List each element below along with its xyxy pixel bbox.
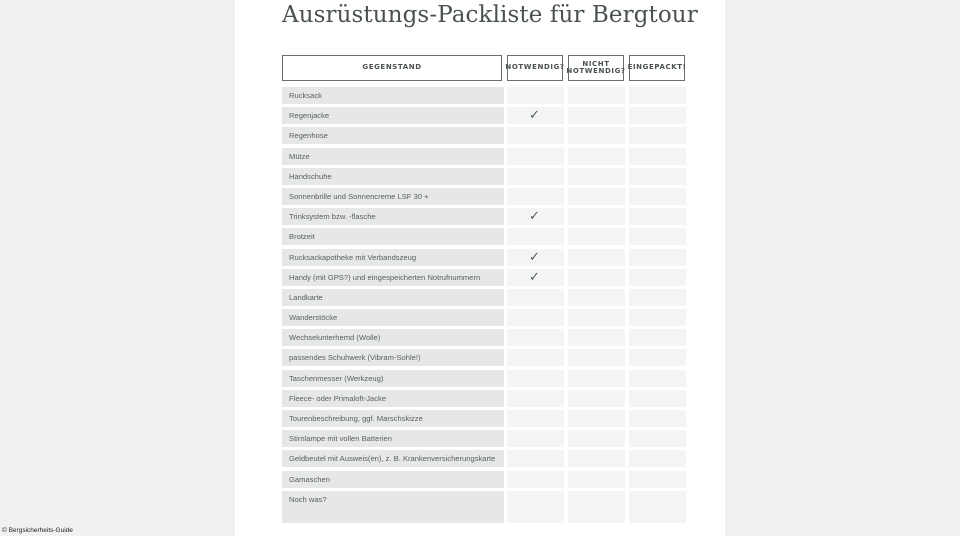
needed-cell[interactable] [507,370,564,387]
packed-cell[interactable] [629,168,686,185]
item-cell: Brotzeit [282,228,504,245]
not-needed-cell[interactable] [568,228,625,245]
packed-cell[interactable] [629,148,686,165]
checkmark-icon: ✓ [529,269,540,285]
needed-cell[interactable] [507,329,564,346]
not-needed-cell[interactable] [568,309,625,326]
not-needed-cell[interactable] [568,148,625,165]
packed-cell[interactable] [629,249,686,266]
needed-cell[interactable] [507,471,564,488]
item-cell: Fleece- oder Primaloft-Jacke [282,390,504,407]
packed-cell[interactable] [629,450,686,467]
not-needed-cell[interactable] [568,188,625,205]
needed-cell[interactable] [507,228,564,245]
document-page [235,0,725,536]
item-cell: Gamaschen [282,471,504,488]
packed-cell[interactable] [629,228,686,245]
not-needed-cell[interactable] [568,491,625,523]
packed-cell[interactable] [629,430,686,447]
item-cell: Geldbeutel mit Ausweis(en), z. B. Krankenversicherungskarte [282,450,504,467]
not-needed-cell[interactable] [568,430,625,447]
column-header-item: GEGENSTAND [282,55,502,81]
needed-cell[interactable] [507,107,564,124]
needed-cell[interactable] [507,491,564,523]
not-needed-cell[interactable] [568,107,625,124]
item-cell: Sonnenbrille und Sonnencreme LSF 30 + [282,188,504,205]
not-needed-cell[interactable] [568,450,625,467]
not-needed-cell[interactable] [568,390,625,407]
packed-cell[interactable] [629,289,686,306]
packed-cell[interactable] [629,390,686,407]
checkmark-icon: ✓ [529,209,540,225]
item-cell: Landkarte [282,289,504,306]
not-needed-cell[interactable] [568,349,625,366]
needed-cell[interactable] [507,289,564,306]
not-needed-cell[interactable] [568,410,625,427]
needed-cell[interactable] [507,148,564,165]
not-needed-cell[interactable] [568,370,625,387]
checkmark-icon: ✓ [529,108,540,124]
packed-cell[interactable] [629,471,686,488]
needed-cell[interactable] [507,450,564,467]
item-cell: Noch was? [282,491,504,523]
item-cell: Mütze [282,148,504,165]
item-cell: Wanderstöcke [282,309,504,326]
packed-cell[interactable] [629,370,686,387]
column-header-not-needed: NICHT NOTWENDIG? [568,55,624,81]
not-needed-cell[interactable] [568,471,625,488]
packed-cell[interactable] [629,410,686,427]
not-needed-cell[interactable] [568,87,625,104]
needed-cell[interactable] [507,410,564,427]
not-needed-cell[interactable] [568,168,625,185]
item-cell: Rucksack [282,87,504,104]
packed-cell[interactable] [629,208,686,225]
packed-cell[interactable] [629,329,686,346]
item-cell: Handy (mit GPS?) und eingespeicherten Notrufnummern [282,269,504,286]
packed-cell[interactable] [629,188,686,205]
document-title: Ausrüstungs-Packliste für Bergtour [282,2,698,28]
packed-cell[interactable] [629,491,686,523]
not-needed-cell[interactable] [568,289,625,306]
packed-cell[interactable] [629,87,686,104]
item-cell: Tourenbeschreibung, ggf. Marschskizze [282,410,504,427]
needed-cell[interactable] [507,269,564,286]
needed-cell[interactable] [507,349,564,366]
needed-cell[interactable] [507,309,564,326]
item-cell: Handschuhe [282,168,504,185]
item-cell: Wechselunterhemd (Wolle) [282,329,504,346]
item-cell: Rucksackapotheke mit Verbandszeug [282,249,504,266]
item-cell: Trinksystem bzw. -flasche [282,208,504,225]
packed-cell[interactable] [629,349,686,366]
needed-cell[interactable] [507,390,564,407]
item-cell: passendes Schuhwerk (Vibram-Sohle!) [282,349,504,366]
needed-cell[interactable] [507,87,564,104]
column-header-packed: EINGEPACKT! [629,55,685,81]
not-needed-cell[interactable] [568,249,625,266]
needed-cell[interactable] [507,249,564,266]
checkmark-icon: ✓ [529,249,540,265]
packed-cell[interactable] [629,269,686,286]
column-header-needed: NOTWENDIG? [507,55,563,81]
not-needed-cell[interactable] [568,329,625,346]
needed-cell[interactable] [507,208,564,225]
not-needed-cell[interactable] [568,269,625,286]
not-needed-cell[interactable] [568,208,625,225]
item-cell: Taschenmesser (Werkzeug) [282,370,504,387]
needed-cell[interactable] [507,430,564,447]
item-cell: Stirnlampe mit vollen Batterien [282,430,504,447]
item-cell: Regenjacke [282,107,504,124]
packed-cell[interactable] [629,107,686,124]
packed-cell[interactable] [629,309,686,326]
copyright-notice: © Bergsicherheits-Guide [2,527,73,534]
packed-cell[interactable] [629,127,686,144]
item-cell: Regenhose [282,127,504,144]
needed-cell[interactable] [507,127,564,144]
needed-cell[interactable] [507,168,564,185]
needed-cell[interactable] [507,188,564,205]
not-needed-cell[interactable] [568,127,625,144]
